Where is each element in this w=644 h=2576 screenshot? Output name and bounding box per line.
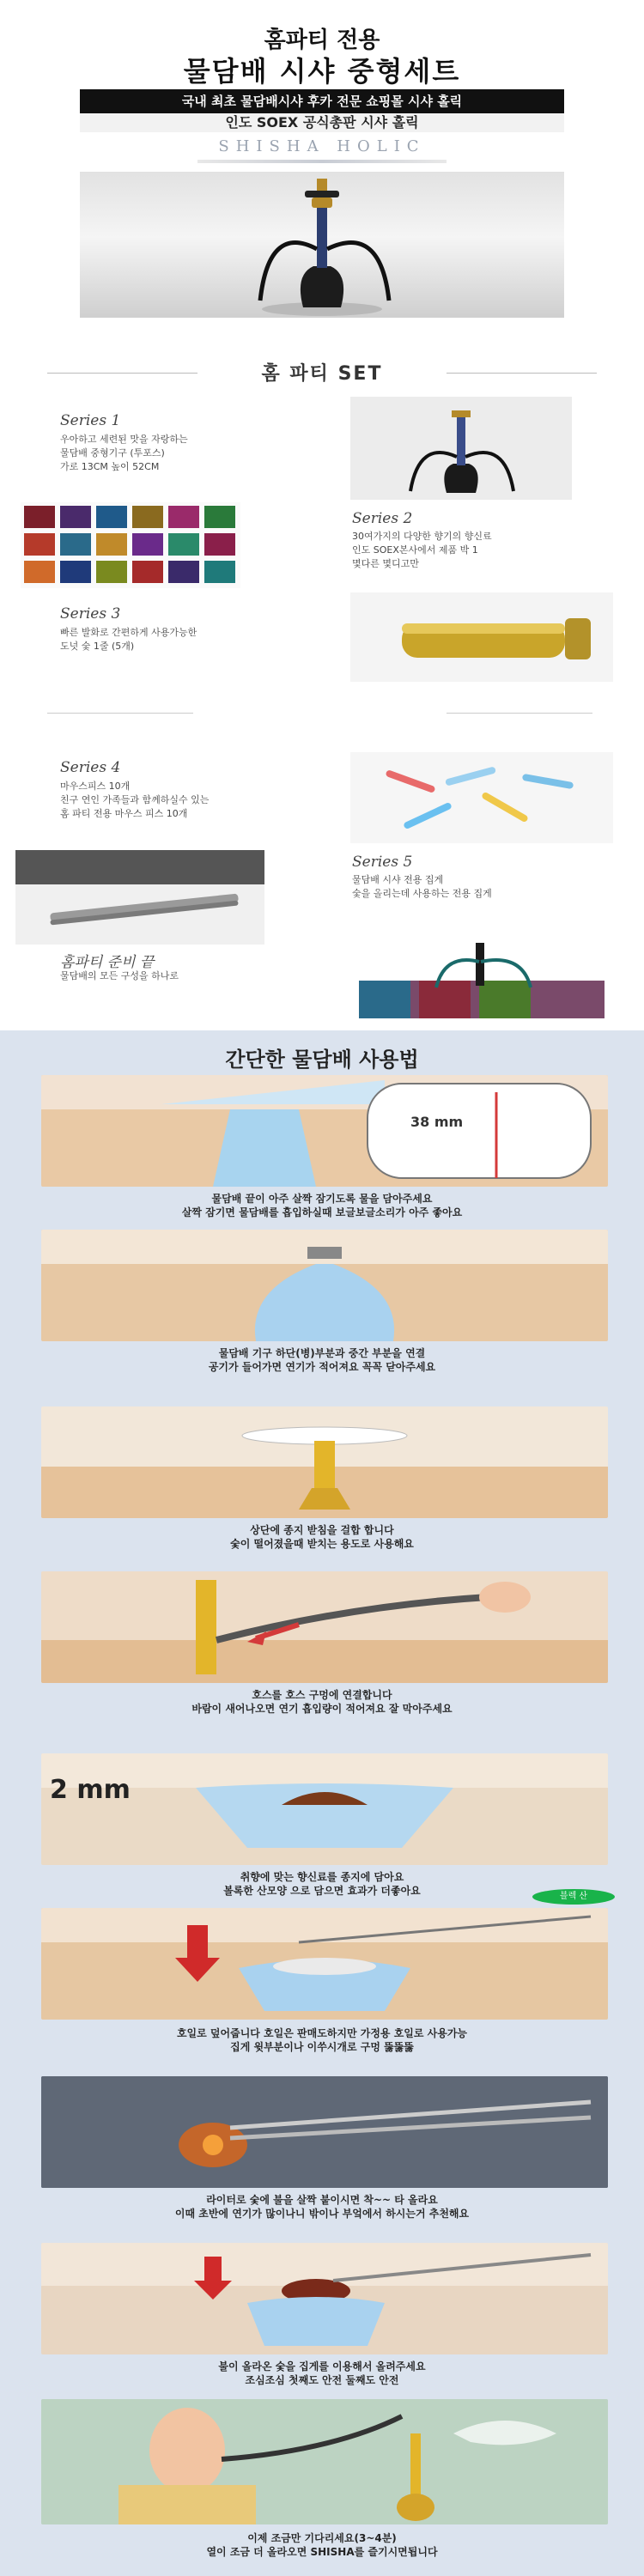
usage-guide-section	[0, 1030, 644, 2576]
flavour-packs-photo	[21, 502, 240, 588]
step-1-line-2: 살짝 잠기면 물담배를 흡입하실때 보글보글소리가 아주 좋아요	[181, 1206, 463, 1218]
series-3-name: Series 3	[60, 605, 121, 623]
set-ready-desc: 물담배의 모든 구성을 하나로	[60, 970, 179, 981]
step-6-caption	[0, 2026, 644, 2054]
series-5-name: Series 5	[352, 854, 413, 871]
series-4-desc: 마우스피스 10개 친구 연인 가족들과 함께하실수 있는 홈 파티 전용 마우스 피스 10개	[60, 781, 210, 819]
brand-logo: SHISHA HOLIC	[218, 137, 426, 155]
shop-banner: 국내 최초 물담배시샤 후카 전문 쇼핑몰 시샤 홀릭	[80, 89, 564, 113]
step-4-line-1: 호스를 호스 구멍에 연결합니다	[252, 1689, 392, 1701]
header-section	[0, 0, 644, 343]
step-5-illustration	[41, 1753, 608, 1865]
step-4-illustration	[41, 1571, 608, 1683]
series-5-desc: 물담배 시샤 전용 집게 숯을 올리는데 사용하는 전용 집게	[352, 874, 492, 899]
step-4-line-2: 바람이 새어나오면 연기 흡입량이 적어져요 잘 막아주세요	[191, 1703, 453, 1715]
section-divider-right	[447, 713, 592, 714]
page-title: 물담배 시샤 중형세트	[183, 55, 461, 88]
series-2-desc: 30여가지의 다양한 향기의 향신료 인도 SOEX본사에서 제품 박 1 몇다른 몇디고만	[352, 531, 492, 569]
step-8-caption	[0, 2360, 644, 2387]
series-1-desc: 우아하고 세련된 맛을 자랑하는 물담배 중형기구 (투포스) 가로 13CM 높이 52CM	[60, 434, 188, 472]
charcoal-photo	[350, 592, 613, 682]
series-1-name: Series 1	[60, 412, 121, 429]
set-ready-name: 홈파티 준비 끝	[60, 954, 155, 971]
step-3-caption	[0, 1523, 644, 1551]
step-7-caption	[0, 2193, 644, 2221]
step-6-illustration	[41, 1908, 608, 2020]
hookah-photo	[350, 397, 572, 500]
series-2-name: Series 2	[352, 510, 413, 527]
step-5-line-1: 취향에 맞는 향신료를 종지에 담아요	[240, 1871, 404, 1883]
flavour-tag-badge: 블렉 산	[532, 1889, 615, 1905]
step-8-illustration	[41, 2243, 608, 2354]
step-2-line-1: 물담배 기구 하단(병)부분과 중간 부분을 연결	[218, 1347, 426, 1359]
measure-label: 38 mm	[410, 1114, 464, 1130]
set-section-title: 홈 파티 SET	[261, 363, 383, 385]
usage-guide-title: 간단한 물담배 사용법	[225, 1048, 419, 1072]
title-rule-right	[447, 373, 597, 374]
step-1-illustration	[41, 1075, 608, 1187]
step-1-line-1: 물담배 끝이 아주 살짝 잠기도록 물을 담아주세요	[211, 1193, 433, 1205]
step-3-line-2: 숯이 떨어졌을때 받치는 용도로 사용해요	[230, 1538, 414, 1550]
step-8-line-1: 불이 올라온 숯을 집게를 이용해서 올려주세요	[218, 2360, 426, 2372]
step-7-line-1: 라이터로 숯에 불을 살짝 붙이시면 착~~ 타 올라요	[206, 2194, 438, 2206]
series-4-name: Series 4	[60, 759, 121, 776]
step-5-line-2: 볼록한 산모양 으로 담으면 효과가 더좋아요	[223, 1885, 421, 1897]
step-8-line-2: 조심조심 첫째도 안전 둘째도 안전	[245, 2374, 399, 2386]
step-2-caption	[0, 1346, 644, 1374]
step-3-line-1: 상단에 종지 받침을 걸합 합니다	[250, 1524, 394, 1536]
tongs-photo	[15, 850, 264, 945]
official-distributor-label: 인도 SOEX 공식총판 시샤 홀릭	[80, 113, 564, 132]
page-title-small: 홈파티 전용	[264, 27, 380, 53]
step-2-line-2: 공기가 들어가면 연기가 적어져요 꼭꼭 닫아주세요	[208, 1361, 436, 1373]
hookah-hero-photo	[80, 172, 564, 318]
step-9-line-2: 열이 조금 더 올라오면 SHISHA를 즐기시면됩니다	[206, 2546, 438, 2558]
step-1-caption	[0, 1192, 644, 1219]
logo-underline	[197, 160, 447, 163]
full-set-photo	[350, 936, 613, 1022]
step-9-illustration	[41, 2399, 608, 2524]
step-6-line-2: 집게 윗부분이나 이쑤시개로 구멍 뚫뚫뚫	[230, 2041, 414, 2053]
step-9-caption	[0, 2531, 644, 2559]
step-7-line-2: 이때 초반에 연기가 많이나니 밖이나 부엌에서 하시는거 추천해요	[174, 2208, 470, 2220]
series-3-desc: 빠른 발화로 간편하게 사용가능한 도넛 숯 1줄 (5개)	[60, 627, 197, 652]
step-6-line-1: 호일로 덮어줍니다 호일은 판매도하지만 가정용 호일로 사용가능	[176, 2027, 468, 2039]
step-2-illustration	[41, 1230, 608, 1341]
step-4-caption	[0, 1688, 644, 1716]
step-9-line-1: 이제 조금만 기다리세요(3~4분)	[247, 2532, 397, 2544]
step-7-illustration	[41, 2076, 608, 2188]
section-divider-left	[47, 713, 193, 714]
mouthpieces-photo	[350, 752, 613, 843]
measure-label-2: 2 mm	[50, 1775, 131, 1805]
step-3-illustration	[41, 1406, 608, 1518]
